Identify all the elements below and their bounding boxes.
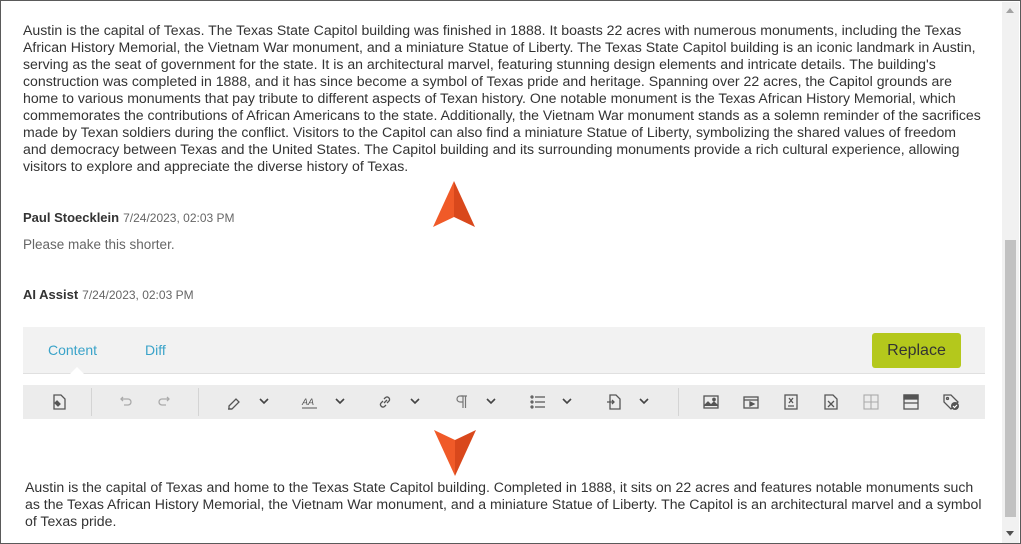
layout-icon[interactable] (901, 392, 921, 412)
toolbar-separator (198, 388, 199, 416)
comment-author-name: AI Assist (23, 287, 79, 302)
chevron-down-icon[interactable] (257, 394, 271, 408)
arrow-down-icon (434, 429, 476, 476)
comment-author-2 (23, 287, 194, 302)
chevron-down-icon[interactable] (560, 394, 574, 408)
editor-toolbar (23, 385, 985, 419)
scrollbar-thumb[interactable] (1005, 240, 1016, 517)
tab-content[interactable]: Content (48, 342, 98, 358)
active-tab-indicator (70, 367, 84, 374)
chevron-down-icon[interactable] (408, 394, 422, 408)
paragraph-icon[interactable] (452, 392, 472, 412)
video-icon[interactable] (741, 392, 761, 412)
replace-button[interactable]: Replace (872, 333, 961, 368)
insert-doc-icon[interactable] (604, 392, 624, 412)
tab-diff[interactable]: Diff (145, 342, 166, 358)
tag-check-icon[interactable] (941, 392, 961, 412)
undo-icon[interactable] (115, 392, 135, 412)
chevron-down-icon[interactable] (333, 394, 347, 408)
suggested-text: Austin is the capital of Texas and home to the Texas State Capitol building. Completed in 1888, it sits on 22 acres and features notable monuments such as the Texas African History Memorial, the Vietnam War monument, and a miniature Statue of Liberty. The Capitol is an architectural marvel and a symbol of Texas pride. (25, 479, 982, 529)
comment-timestamp: 7/24/2023, 02:03 PM (82, 288, 194, 302)
comment-text: Please make this shorter. (23, 237, 175, 252)
table-icon[interactable] (861, 392, 881, 412)
image-icon[interactable] (701, 392, 721, 412)
doc-excel-icon[interactable] (781, 392, 801, 412)
tag-doc-icon[interactable] (50, 392, 70, 412)
chevron-down-icon[interactable] (484, 394, 498, 408)
tab-bar (23, 327, 985, 374)
svg-text:AA: AA (302, 397, 315, 407)
comment-timestamp: 7/24/2023, 02:03 PM (123, 211, 235, 225)
chevron-down-icon[interactable] (637, 394, 651, 408)
link-icon[interactable] (375, 392, 395, 412)
comment-author-name: Paul Stoecklein (23, 210, 120, 225)
vertical-scrollbar[interactable] (1002, 2, 1019, 543)
scroll-down-icon[interactable] (1006, 531, 1014, 536)
font-size-icon[interactable] (300, 392, 320, 412)
toolbar-separator (91, 388, 92, 416)
list-icon[interactable] (528, 392, 548, 412)
redo-icon[interactable] (155, 392, 175, 412)
highlighter-icon[interactable] (224, 392, 244, 412)
doc-remove-icon[interactable] (821, 392, 841, 412)
original-text: Austin is the capital of Texas. The Texas State Capitol building was finished in 1888. It boasts 22 acres with numerous monuments, including the Texas African History Memorial, the Vietnam War monument, and a miniature Statue of Liberty. The Texas State Capitol building is an iconic landmark in Austin, serving as the seat of government for the state. It is an architectural marvel, featuring stunning design elements and intricate details. The building's construction was completed in 1888, and it has since become a symbol of Texas pride and heritage. Spanning over 22 acres, the Capitol grounds are home to various monuments that pay tribute to different aspects of Texan history. One notable monument is the Texas African History Memorial, which commemorates the contributions of African Americans to the state. Additionally, the Vietnam War monument stands as a solemn reminder of the sacrifices made by Texan soldiers during the conflict. Visitors to the Capitol can also find a miniature Statue of Liberty, symbolizing the shared values of freedom and democracy between Texas and the United States. The Capitol building and its surrounding monuments provide a rich cultural experience, allowing visitors to explore and appreciate the diverse history of Texas. (23, 22, 981, 174)
scroll-up-icon[interactable] (1006, 8, 1014, 13)
comment-author-1 (23, 210, 235, 225)
arrow-up-icon (433, 181, 475, 228)
toolbar-separator (678, 388, 679, 416)
